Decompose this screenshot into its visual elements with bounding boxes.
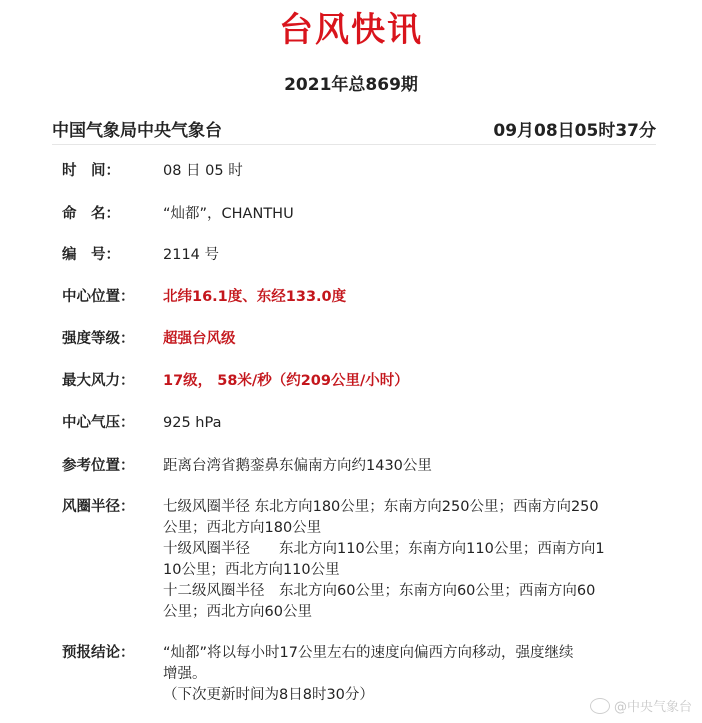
field-label: 强度等级： — [62, 331, 135, 347]
field-value: 距离台湾省鹅銮鼻东偏南方向约1430公里 — [163, 458, 432, 474]
field-label: 参考位置： — [62, 458, 135, 474]
field-label: 中心气压： — [62, 415, 135, 431]
issuing-organization: 中国气象局中央气象台 — [52, 121, 222, 141]
forecast-line: 增强。 — [163, 666, 207, 682]
field-label: 预报结论： — [62, 645, 135, 661]
field-label: 最大风力： — [62, 373, 135, 389]
field-label: 风圈半径： — [62, 499, 135, 515]
issue-number: 2021年总869期 — [284, 75, 418, 95]
field-value: 925 hPa — [163, 415, 222, 431]
field-value: 08 日 05 时 — [163, 163, 243, 179]
field-value: “灿都”，CHANTHU — [163, 206, 294, 222]
field-value: 北纬16.1度、东经133.0度 — [163, 289, 347, 305]
forecast-line: “灿都”将以每小时17公里左右的速度向偏西方向移动，强度继续 — [163, 645, 574, 661]
weibo-watermark — [590, 696, 692, 715]
forecast-line: （下次更新时间为8日8时30分） — [163, 687, 374, 703]
field-value: 2114 号 — [163, 247, 220, 263]
wind-radius-line: 十二级风圈半径 东北方向60公里；东南方向60公里；西南方向60 — [163, 583, 596, 599]
divider — [52, 144, 656, 145]
watermark-text: @中央气象台 — [613, 700, 692, 715]
weibo-icon — [590, 698, 610, 714]
field-value — [163, 497, 643, 623]
wind-radius-line: 公里；西北方向60公里 — [163, 604, 312, 620]
field-value — [163, 643, 643, 706]
field-label: 时 间： — [62, 163, 120, 179]
wind-radius-line: 十级风圈半径 东北方向110公里；东南方向110公里；西南方向1 — [163, 541, 605, 557]
field-label: 编 号： — [62, 247, 120, 263]
header-row — [52, 116, 656, 140]
field-value: 17级， 58米/秒（约209公里/小时） — [163, 373, 409, 389]
issue-datetime: 09月08日05时37分 — [493, 121, 656, 141]
wind-radius-line: 10公里；西北方向110公里 — [163, 562, 340, 578]
wind-radius-line: 七级风圈半径 东北方向180公里；东南方向250公里；西南方向250 — [163, 499, 599, 515]
page-title: 台风快讯 — [279, 10, 423, 50]
field-label: 中心位置： — [62, 289, 135, 305]
wind-radius-line: 公里；西北方向180公里 — [163, 520, 322, 536]
field-label: 命 名： — [62, 206, 120, 222]
field-value: 超强台风级 — [163, 331, 236, 347]
